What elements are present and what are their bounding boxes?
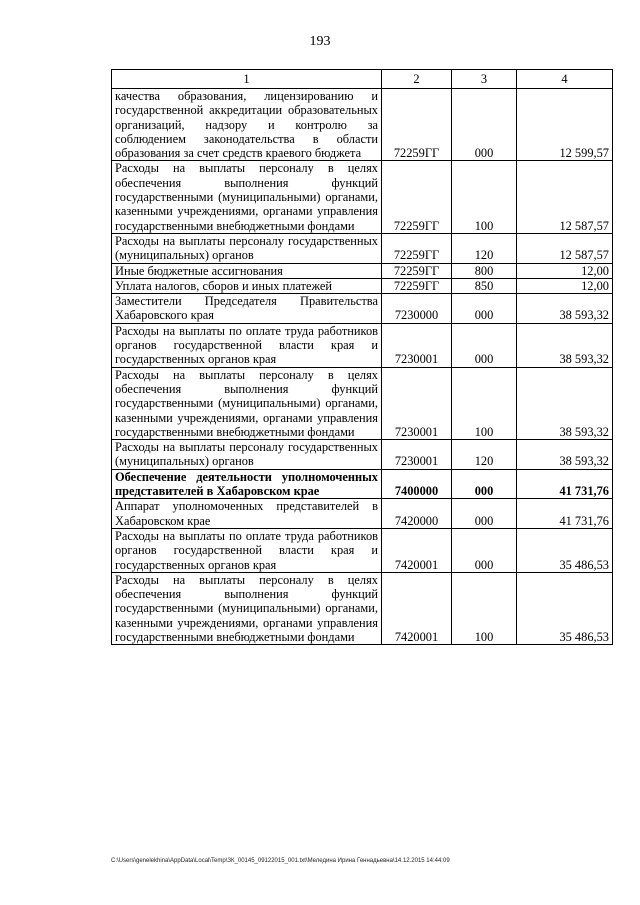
- row-code: 7420001: [382, 528, 452, 572]
- row-description: качества образования, лицензированию и государственной аккредитации образовательных организаций, надзору и контролю за соблюдением законодательства в области образования за счет средств краевого бюджета: [112, 89, 382, 161]
- budget-table: [111, 69, 613, 645]
- row-description: Расходы на выплаты персоналу в целях обеспечения выполнения функций государственными (муниципальными) органами, казенными учреждениями, органами управления государственными внебюджетными фондами: [112, 367, 382, 439]
- row-description: Расходы на выплаты персоналу в целях обеспечения выполнения функций государственными (муниципальными) органами, казенными учреждениями, органами управления государственными внебюджетными фондами: [112, 161, 382, 233]
- row-code: 72259ГГ: [382, 161, 452, 233]
- row-amount: 12 587,57: [517, 161, 613, 233]
- row-code: 72259ГГ: [382, 278, 452, 293]
- row-amount: 35 486,53: [517, 528, 613, 572]
- table-row: [112, 233, 613, 263]
- row-amount: 41 731,76: [517, 499, 613, 529]
- table-row: [112, 528, 613, 572]
- header-col-2: 2: [382, 70, 452, 89]
- row-group: 000: [452, 294, 517, 324]
- row-code: 7420000: [382, 499, 452, 529]
- row-description: Расходы на выплаты персоналу государственных (муниципальных) органов: [112, 440, 382, 470]
- table-row: [112, 440, 613, 470]
- row-group: 800: [452, 263, 517, 278]
- row-description: Расходы на выплаты по оплате труда работников органов государственной власти края и государственных органов края: [112, 528, 382, 572]
- row-description: Расходы на выплаты персоналу государственных (муниципальных) органов: [112, 233, 382, 263]
- row-description: Уплата налогов, сборов и иных платежей: [112, 278, 382, 293]
- row-group: 100: [452, 572, 517, 644]
- row-group: 000: [452, 528, 517, 572]
- row-description: Иные бюджетные ассигнования: [112, 263, 382, 278]
- row-amount: 35 486,53: [517, 572, 613, 644]
- row-code: 72259ГГ: [382, 233, 452, 263]
- row-group: 120: [452, 440, 517, 470]
- file-path-footer: C:\Users\genelekhina\AppData\Local\Temp\ЗК_00145_09122015_001.txt\Меледина Ирина Геннадьевна\14.12.2015 14:44:09: [111, 858, 450, 864]
- table-row: [112, 161, 613, 233]
- row-amount: 12,00: [517, 278, 613, 293]
- page-number: 193: [309, 34, 331, 49]
- row-code: 7230001: [382, 367, 452, 439]
- row-amount: 12 599,57: [517, 89, 613, 161]
- row-group: 000: [452, 499, 517, 529]
- header-col-1: 1: [112, 70, 382, 89]
- row-amount: 12 587,57: [517, 233, 613, 263]
- row-group: 000: [452, 323, 517, 367]
- row-description: Заместители Председателя Правительства Хабаровского края: [112, 294, 382, 324]
- row-group: 000: [452, 89, 517, 161]
- table-header-row: [112, 70, 613, 89]
- table-row: [112, 323, 613, 367]
- row-group: 100: [452, 367, 517, 439]
- row-code: 72259ГГ: [382, 89, 452, 161]
- row-description: Аппарат уполномоченных представителей в Хабаровском крае: [112, 499, 382, 529]
- row-amount: 12,00: [517, 263, 613, 278]
- row-amount: 38 593,32: [517, 367, 613, 439]
- row-group: 000: [452, 469, 517, 499]
- table-row: [112, 89, 613, 161]
- table-row: [112, 367, 613, 439]
- row-description: Обеспечение деятельности уполномоченных представителей в Хабаровском крае: [112, 469, 382, 499]
- header-col-4: 4: [517, 70, 613, 89]
- row-group: 120: [452, 233, 517, 263]
- row-amount: 38 593,32: [517, 294, 613, 324]
- row-amount: 38 593,32: [517, 323, 613, 367]
- row-code: 7420001: [382, 572, 452, 644]
- table-row: [112, 263, 613, 278]
- table-row: [112, 499, 613, 529]
- table-row: [112, 469, 613, 499]
- row-amount: 41 731,76: [517, 469, 613, 499]
- row-group: 100: [452, 161, 517, 233]
- header-col-3: 3: [452, 70, 517, 89]
- table-row: [112, 572, 613, 644]
- row-code: 7230000: [382, 294, 452, 324]
- row-description: Расходы на выплаты по оплате труда работников органов государственной власти края и государственных органов края: [112, 323, 382, 367]
- row-code: 72259ГГ: [382, 263, 452, 278]
- table-row: [112, 278, 613, 293]
- row-code: 7230001: [382, 323, 452, 367]
- table-row: [112, 294, 613, 324]
- row-description: Расходы на выплаты персоналу в целях обеспечения выполнения функций государственными (муниципальными) органами, казенными учреждениями, органами управления государственными внебюджетными фондами: [112, 572, 382, 644]
- row-code: 7230001: [382, 440, 452, 470]
- row-group: 850: [452, 278, 517, 293]
- row-code: 7400000: [382, 469, 452, 499]
- row-amount: 38 593,32: [517, 440, 613, 470]
